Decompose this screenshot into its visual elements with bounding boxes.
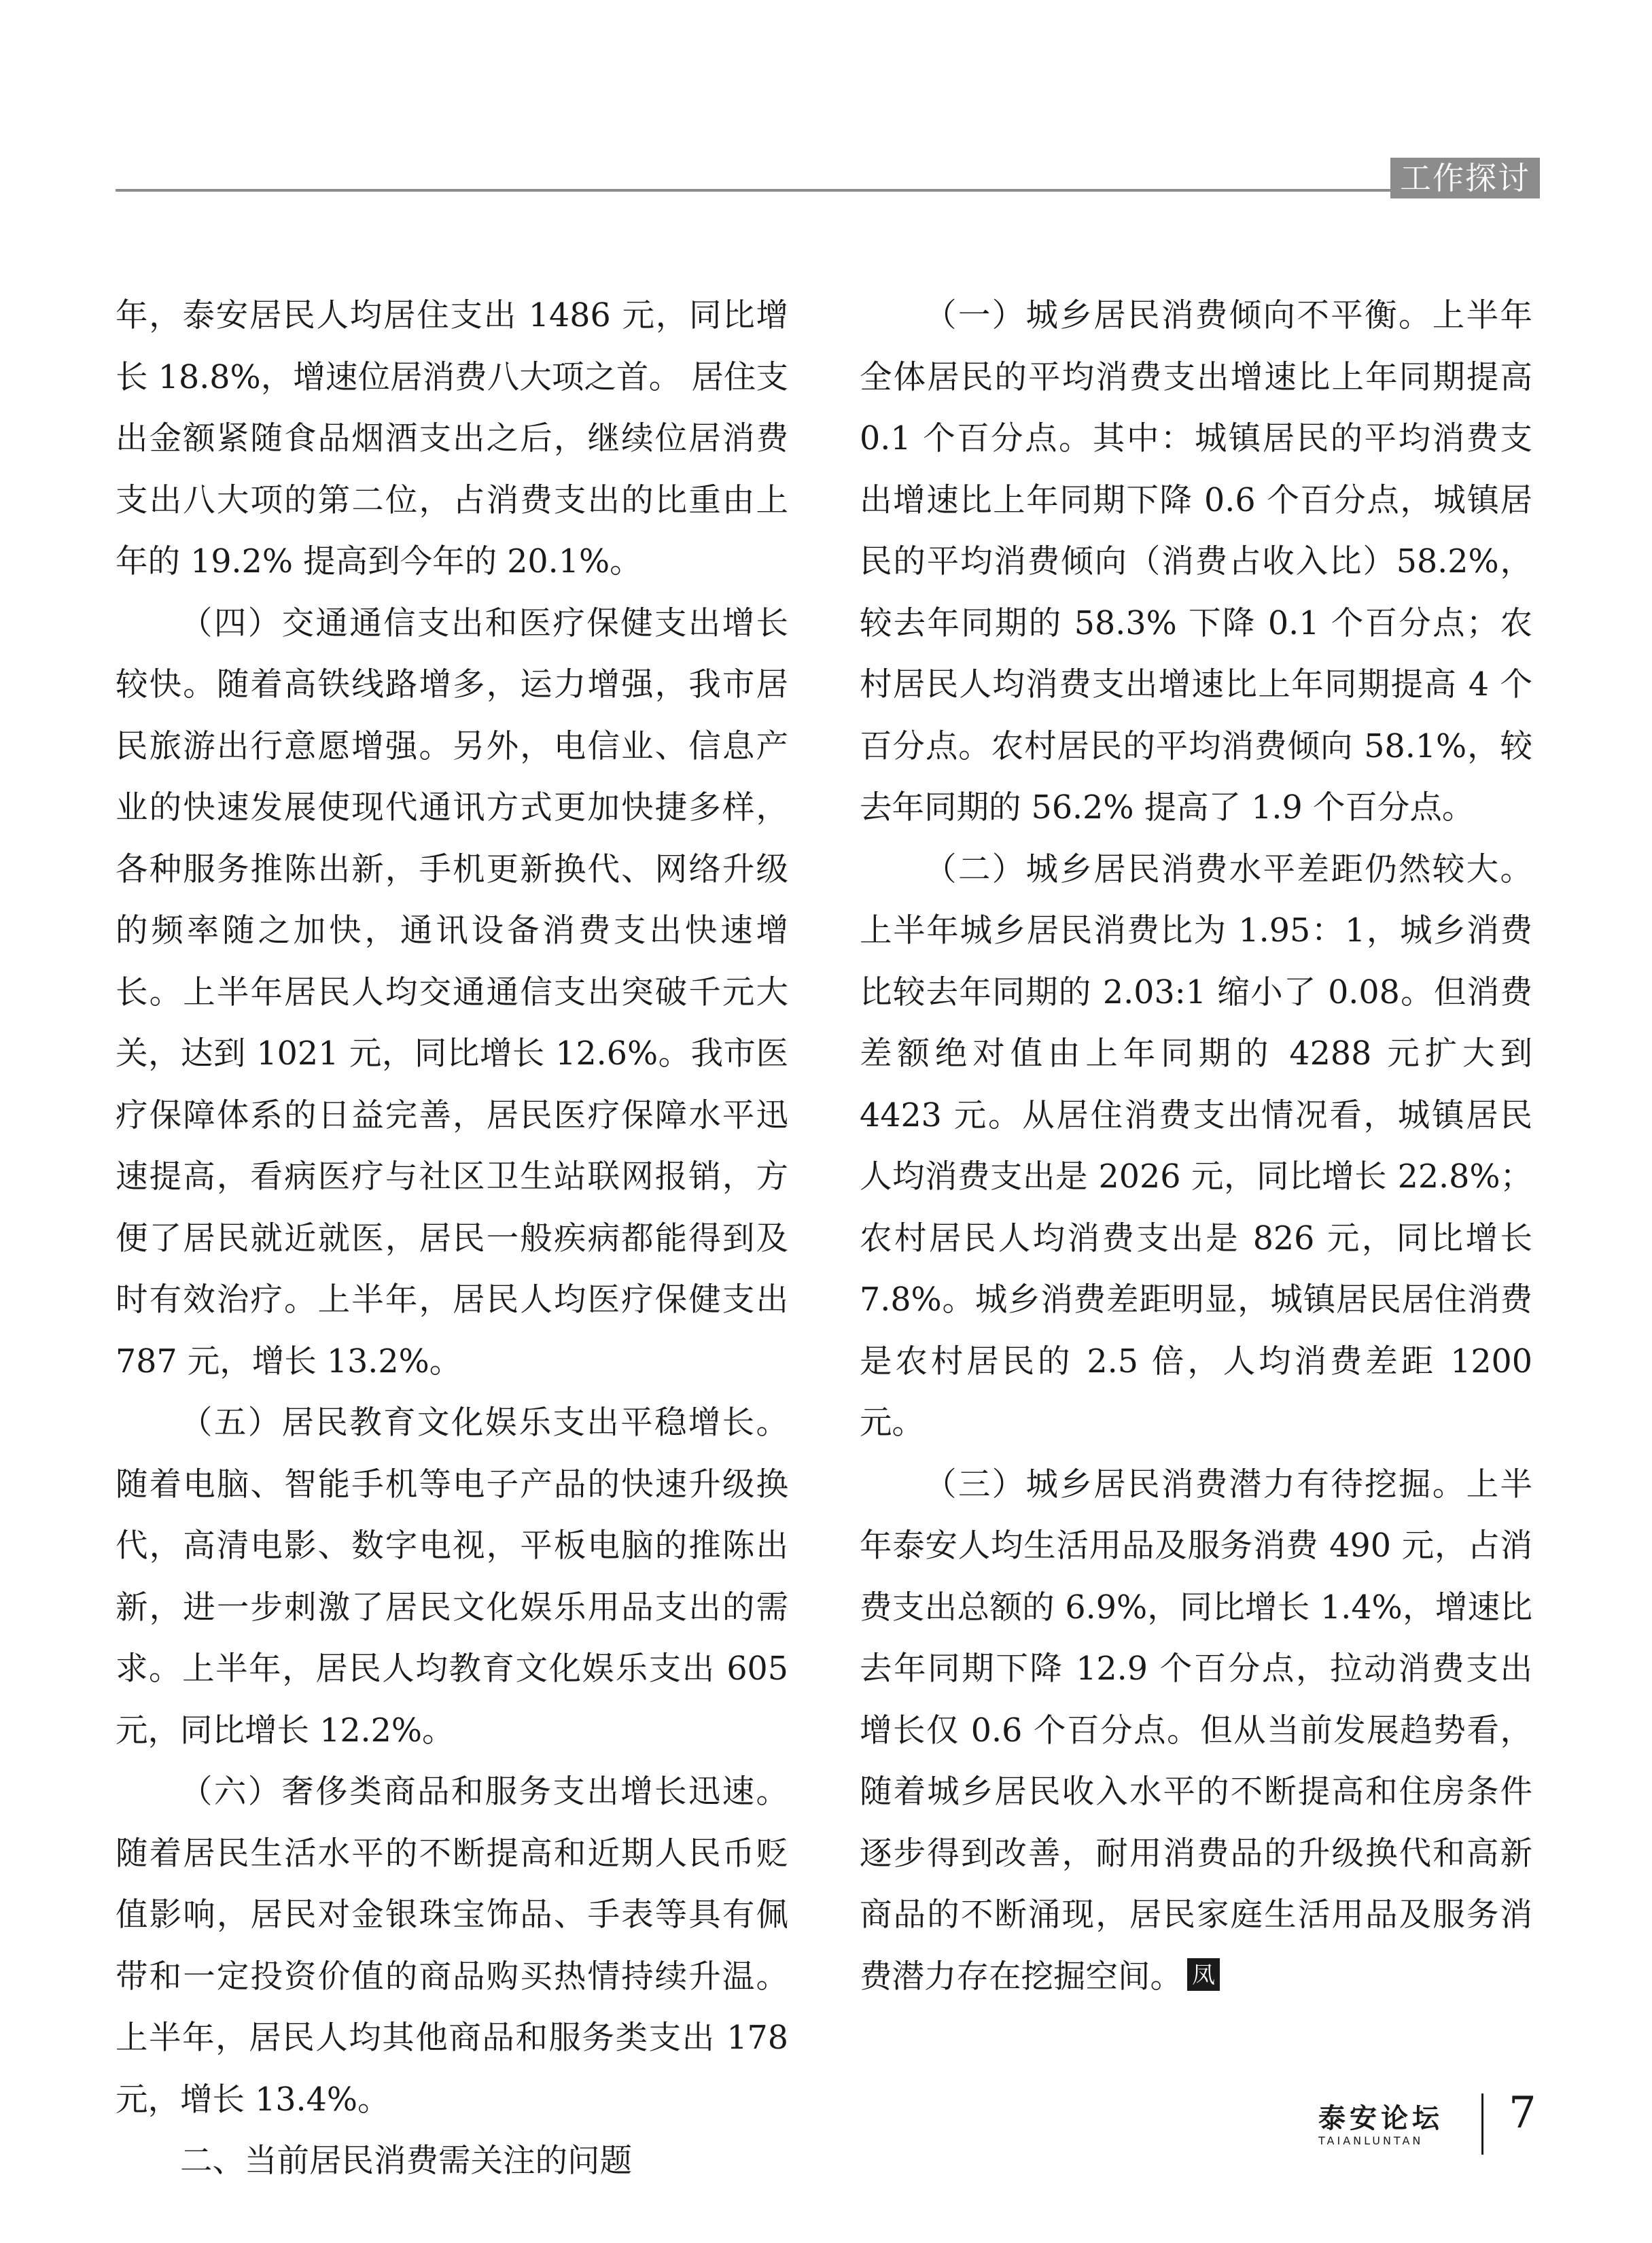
right-column xyxy=(860,285,1532,2008)
left-column xyxy=(116,285,788,2193)
header-rule xyxy=(116,189,1540,192)
paragraph-luxury-goods: （六）奢侈类商品和服务支出增长迅速。随着居民生活水平的不断提高和近期人民币贬值影响，居民对金银珠宝饰品、手表等具有佩带和一定投资价值的商品购买热情持续升温。上半年，居民人均其他商品和服务类支出 178 元，增长 13.4%。 xyxy=(116,1773,788,2119)
paragraph-education-culture: （五）居民教育文化娱乐支出平稳增长。随着电脑、智能手机等电子产品的快速升级换代，高清电影、数字电视，平板电脑的推陈出新，进一步刺激了居民文化娱乐用品支出的需求。上半年，居民人均教育文化娱乐支出 605 元，同比增长 12.2%。 xyxy=(116,1404,788,1750)
end-mark-icon xyxy=(1187,1958,1220,1992)
paragraph-consumption-propensity: （一）城乡居民消费倾向不平衡。上半年全体居民的平均消费支出增速比上年同期提高 0.1 个百分点。其中：城镇居民的平均消费支出增速比上年同期下降 0.6 个百分点，城镇居民的平均消费倾向（消费占收入比）58.2%，较去年同期的 58.3% 下降 0.1 个百分点；农村居民人均消费支出增速比上年同期提高 4 个百分点。农村居民的平均消费倾向 58.1%，较去年同期的 56.2% 提高了 1.9 个百分点。 xyxy=(860,297,1532,827)
section-heading-issues: 二、当前居民消费需关注的问题 xyxy=(180,2142,632,2180)
journal-name: 泰安论坛 xyxy=(1318,2103,1443,2134)
paragraph-consumption-potential xyxy=(860,1455,1532,2009)
page-number: 7 xyxy=(1509,2088,1536,2138)
paragraph-consumption-potential-text: （三）城乡居民消费潜力有待挖掘。上半年泰安人均生活用品及服务消费 490 元，占消费支出总额的 6.9%，同比增长 1.4%，增速比去年同期下降 12.9 个百分点，拉动消费支出增长仅 0.6 个百分点。但从当前发展趋势看，随着城乡居民收入水平的不断提高和住房条件逐步得到改善，耐用消费品的升级换代和高新商品的不断涌现，居民家庭生活用品及服务消费潜力存在挖掘空间。 xyxy=(860,1465,1532,1996)
paragraph-housing-continued: 年，泰安居民人均居住支出 1486 元，同比增长 18.8%，增速位居消费八大项之首。 居住支出金额紧随食品烟酒支出之后，继续位居消费支出八大项的第二位，占消费支出的比重由上年的 19.2% 提高到今年的 20.1%。 xyxy=(116,297,788,580)
footer-separator xyxy=(1481,2093,1483,2155)
end-mark-glyph: 凤 xyxy=(1192,1961,1215,1989)
paragraph-transport-medical: （四）交通通信支出和医疗保健支出增长较快。随着高铁线路增多，运力增强，我市居民旅游出行意愿增强。另外，电信业、信息产业的快速发展使现代通讯方式更加快捷多样，各种服务推陈出新，手机更新换代、网络升级的频率随之加快，通讯设备消费支出快速增长。上半年居民人均交通通信支出突破千元大关，达到 1021 元，同比增长 12.6%。我市医疗保障体系的日益完善，居民医疗保障水平迅速提高，看病医疗与社区卫生站联网报销，方便了居民就近就医，居民一般疾病都能得到及时有效治疗。上半年，居民人均医疗保健支出 787 元，增长 13.2%。 xyxy=(116,604,788,1380)
journal-pinyin: TAIANLUNTAN xyxy=(1318,2134,1424,2147)
section-label: 工作探讨 xyxy=(1390,158,1540,198)
paragraph-consumption-gap: （二）城乡居民消费水平差距仍然较大。上半年城乡居民消费比为 1.95：1，城乡消费比较去年同期的 2.03:1 缩小了 0.08。但消费差额绝对值由上年同期的 4288 元扩大到 4423 元。从居住消费支出情况看，城镇居民人均消费支出是 2026 元，同比增长 22.8%；农村居民人均消费支出是 826 元，同比增长 7.8%。城乡消费差距明显，城镇居民居住消费是农村居民的 2.5 倍，人均消费差距 1200 元。 xyxy=(860,850,1532,1442)
